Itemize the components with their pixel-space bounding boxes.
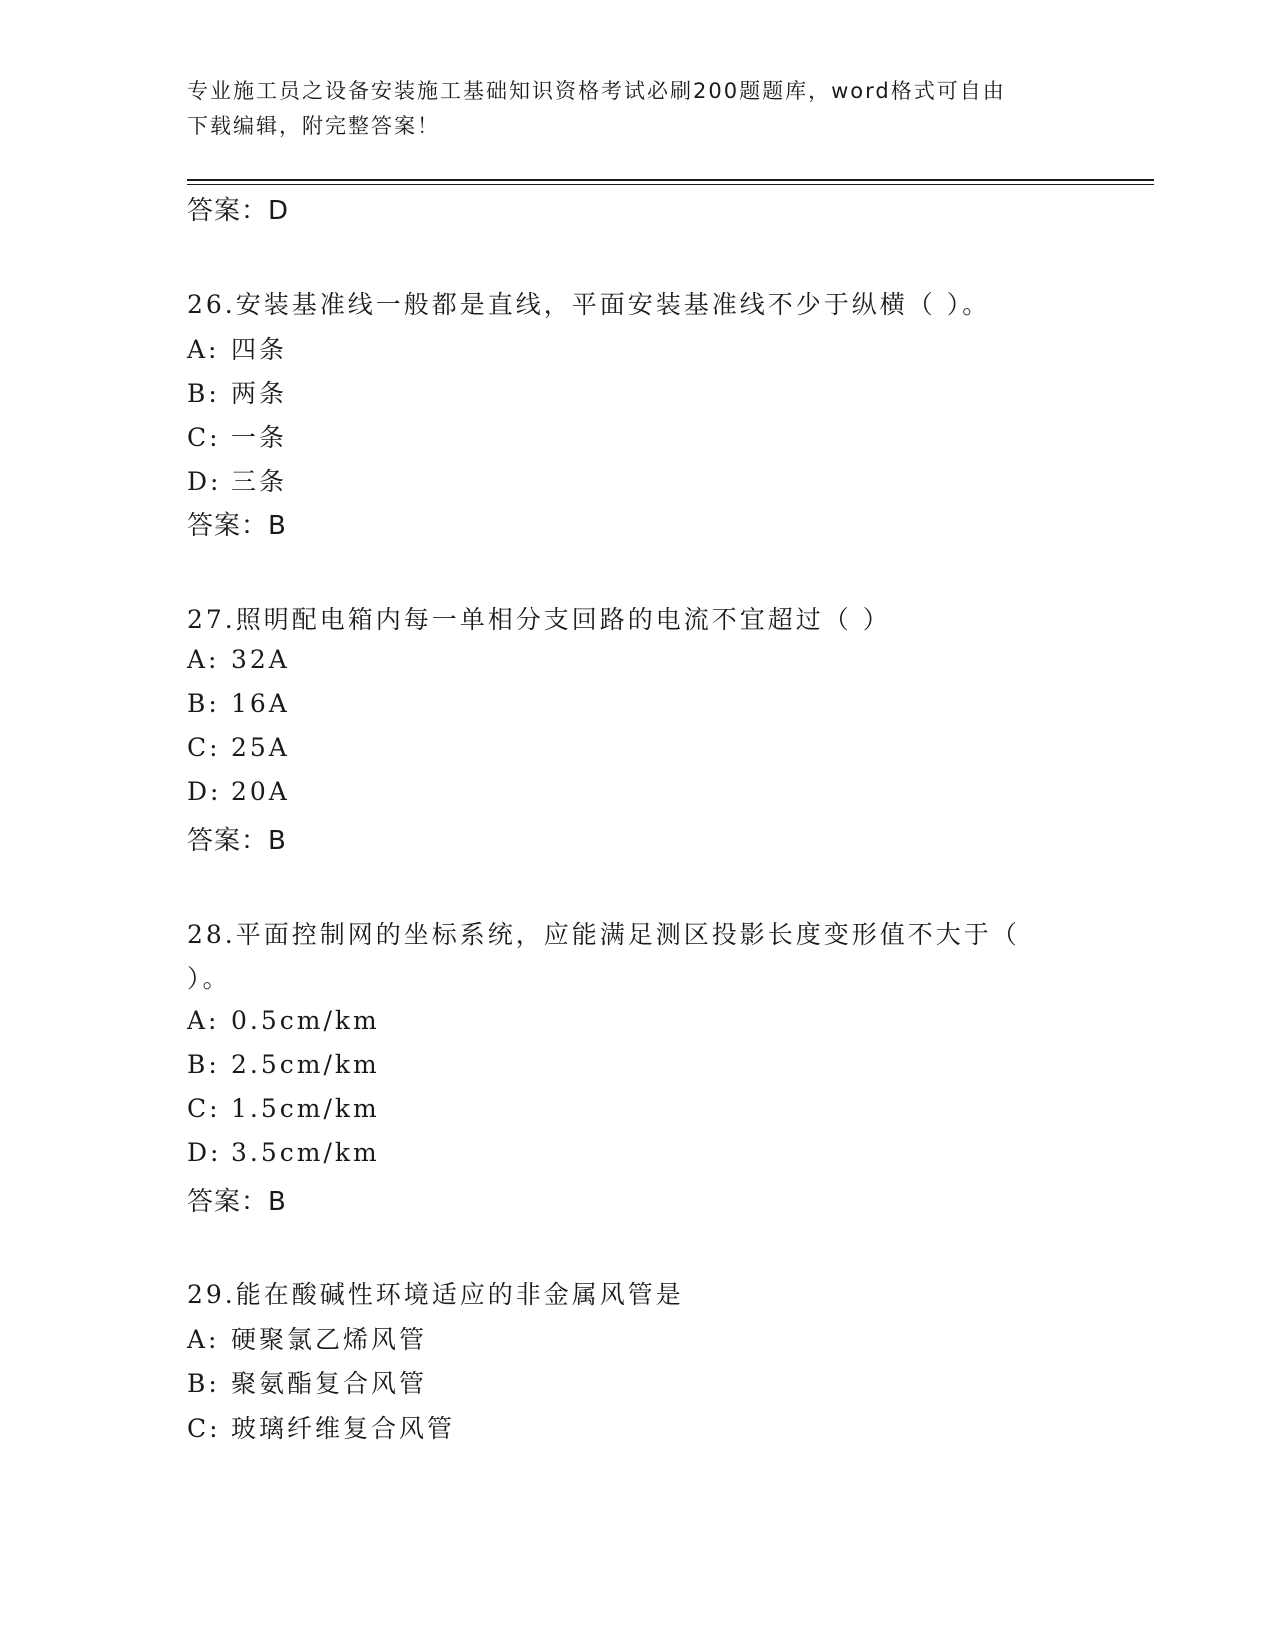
option-text: 聚氨酯复合风管: [231, 1369, 428, 1398]
option-text: 16A: [231, 689, 290, 718]
option-key: D:: [187, 777, 222, 806]
header-title-line-2: 下载编辑，附完整答案！: [187, 114, 440, 138]
question-29-stem: 29.能在酸碱性环境适应的非金属风管是: [187, 1280, 684, 1309]
option-text: 3.5cm/km: [231, 1138, 380, 1167]
option-key: D:: [187, 1138, 222, 1167]
previous-answer: 答案：D: [187, 196, 290, 226]
option-key: B:: [187, 379, 220, 408]
option-key: C:: [187, 1414, 221, 1443]
option-text: 硬聚氯乙烯风管: [231, 1325, 428, 1354]
option-text: 2.5cm/km: [231, 1050, 380, 1079]
question-26-option-b: [187, 374, 287, 410]
option-key: C:: [187, 1094, 221, 1123]
option-text: 1.5cm/km: [231, 1094, 380, 1123]
question-27-stem: 27.照明配电箱内每一单相分支回路的电流不宜超过（ ）: [187, 605, 891, 634]
option-text: 25A: [231, 733, 290, 762]
option-key: A:: [187, 335, 220, 364]
question-26-option-d: [187, 462, 287, 498]
option-key: A:: [187, 1325, 220, 1354]
option-key: A:: [187, 645, 220, 674]
header-divider-thick: [187, 179, 1154, 181]
option-key: B:: [187, 1050, 220, 1079]
option-text: 20A: [231, 777, 290, 806]
question-28-option-a: [187, 1006, 380, 1035]
question-28-stem-continued: ）。: [187, 964, 231, 993]
option-text: 两条: [231, 379, 288, 408]
question-27-answer: 答案：B: [187, 826, 287, 856]
question-29-option-b: [187, 1364, 427, 1400]
question-26-answer: 答案：B: [187, 511, 287, 541]
question-28-answer: 答案：B: [187, 1187, 287, 1217]
document-header: [187, 74, 1087, 144]
option-text: 32A: [231, 645, 290, 674]
option-text: 玻璃纤维复合风管: [231, 1414, 456, 1443]
option-text: 四条: [231, 335, 288, 364]
question-26-stem: 26.安装基准线一般都是直线，平面安装基准线不少于纵横（ ）。: [187, 290, 991, 319]
header-divider-thin: [187, 184, 1154, 185]
question-28-option-b: [187, 1050, 380, 1079]
option-key: C:: [187, 423, 221, 452]
option-text: 三条: [231, 467, 288, 496]
option-text: 一条: [231, 423, 288, 452]
question-28-option-c: [187, 1094, 380, 1123]
question-28-stem: 28.平面控制网的坐标系统，应能满足测区投影长度变形值不大于（: [187, 920, 1020, 949]
question-27-option-a: [187, 645, 290, 674]
option-key: A:: [187, 1006, 220, 1035]
question-27-option-b: [187, 689, 290, 718]
question-29-option-a: [187, 1320, 427, 1356]
option-key: C:: [187, 733, 221, 762]
option-key: B:: [187, 1369, 220, 1398]
question-29-option-c: [187, 1409, 455, 1445]
question-26-option-a: [187, 330, 287, 366]
question-27-option-d: [187, 777, 290, 806]
question-26-option-c: [187, 418, 287, 454]
question-27-option-c: [187, 733, 290, 762]
question-28-option-d: [187, 1138, 380, 1167]
header-title-line-1: 专业施工员之设备安装施工基础知识资格考试必刷200题题库，word格式可自由: [187, 79, 1006, 103]
option-key: D:: [187, 467, 222, 496]
option-key: B:: [187, 689, 220, 718]
option-text: 0.5cm/km: [231, 1006, 380, 1035]
